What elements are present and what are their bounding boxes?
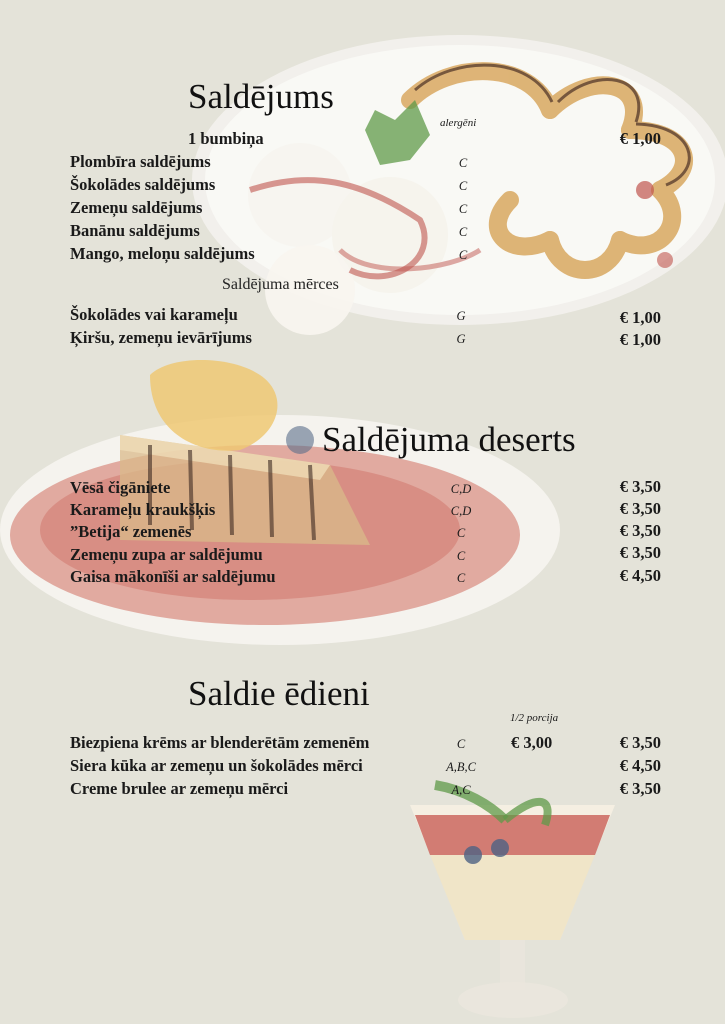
subheading-sauces: Saldējuma mērces — [222, 276, 339, 293]
section-title-saldejums: Saldējums — [188, 77, 334, 116]
item-name: 1 bumbiņa — [188, 129, 264, 148]
item-name: Zemeņu saldējums — [70, 198, 203, 217]
item-allergen: C,D — [450, 504, 472, 518]
menu-item — [70, 221, 200, 243]
menu-item — [188, 129, 264, 151]
item-name: Plombīra saldējums — [70, 152, 211, 171]
item-name: Gaisa mākonīši ar saldējumu — [70, 567, 276, 586]
menu-item — [70, 545, 263, 567]
item-allergen: G — [456, 332, 466, 346]
item-price: € 3,50 — [619, 477, 661, 496]
item-name: Šokolādes vai karameļu — [70, 305, 238, 324]
item-name: Siera kūka ar zemeņu un šokolādes mērci — [70, 756, 363, 775]
item-price: € 3,50 — [619, 733, 661, 752]
item-allergen: C — [458, 156, 468, 170]
menu-item — [70, 779, 288, 801]
item-half-price: € 3,00 — [511, 733, 553, 752]
half-portion-label: 1/2 porcija — [510, 712, 559, 724]
item-price: € 1,00 — [619, 129, 661, 148]
item-allergen: A,B,C — [446, 760, 476, 774]
item-name: Biezpiena krēms ar blenderētām zemenēm — [70, 733, 370, 752]
menu-item — [70, 244, 255, 266]
menu-item — [70, 522, 191, 544]
item-name: ”Betija“ zemenēs — [70, 522, 192, 541]
item-name: Šokolādes saldējums — [70, 175, 216, 194]
creme-brulee-glass-photo — [395, 775, 630, 1024]
item-price: € 3,50 — [619, 543, 661, 562]
item-allergen: C — [458, 225, 468, 239]
item-allergen: G — [456, 309, 466, 323]
allergen-column-header: alergēni — [440, 117, 477, 129]
ice-cream-plate-photo — [190, 20, 725, 350]
menu-item — [70, 175, 215, 197]
item-allergen: A,C — [451, 783, 471, 797]
menu-item — [70, 305, 238, 327]
item-price: € 3,50 — [619, 521, 661, 540]
item-allergen: C — [456, 737, 466, 751]
section-title-saldejuma-deserts: Saldējuma deserts — [322, 420, 576, 459]
menu-item — [70, 756, 363, 778]
menu-item — [70, 328, 252, 350]
item-allergen: C — [456, 526, 466, 540]
item-name: Karameļu kraukšķis — [70, 500, 216, 519]
menu-item — [70, 198, 202, 220]
item-name: Zemeņu zupa ar saldējumu — [70, 545, 263, 564]
menu-item — [70, 567, 276, 589]
item-allergen: C — [458, 179, 468, 193]
menu-item — [70, 478, 170, 500]
item-price: € 3,50 — [619, 779, 661, 798]
item-name: Banānu saldējums — [70, 221, 200, 240]
item-name: Creme brulee ar zemeņu mērci — [70, 779, 289, 798]
menu-item — [70, 152, 211, 174]
item-name: Mango, meloņu saldējums — [70, 244, 255, 263]
menu-item — [70, 500, 215, 522]
item-price: € 1,00 — [619, 330, 661, 349]
item-allergen: C — [456, 549, 466, 563]
item-allergen: C — [456, 571, 466, 585]
item-allergen: C,D — [450, 482, 472, 496]
item-price: € 4,50 — [619, 566, 661, 585]
item-price: € 3,50 — [619, 499, 661, 518]
item-price: € 4,50 — [619, 756, 661, 775]
item-allergen: C — [458, 248, 468, 262]
item-name: Vēsā čigāniete — [70, 478, 171, 497]
menu-item — [70, 733, 369, 755]
item-name: Ķiršu, zemeņu ievārījums — [70, 328, 252, 347]
section-title-saldie-edieni: Saldie ēdieni — [188, 674, 370, 713]
item-allergen: C — [458, 202, 468, 216]
item-price: € 1,00 — [619, 308, 661, 327]
